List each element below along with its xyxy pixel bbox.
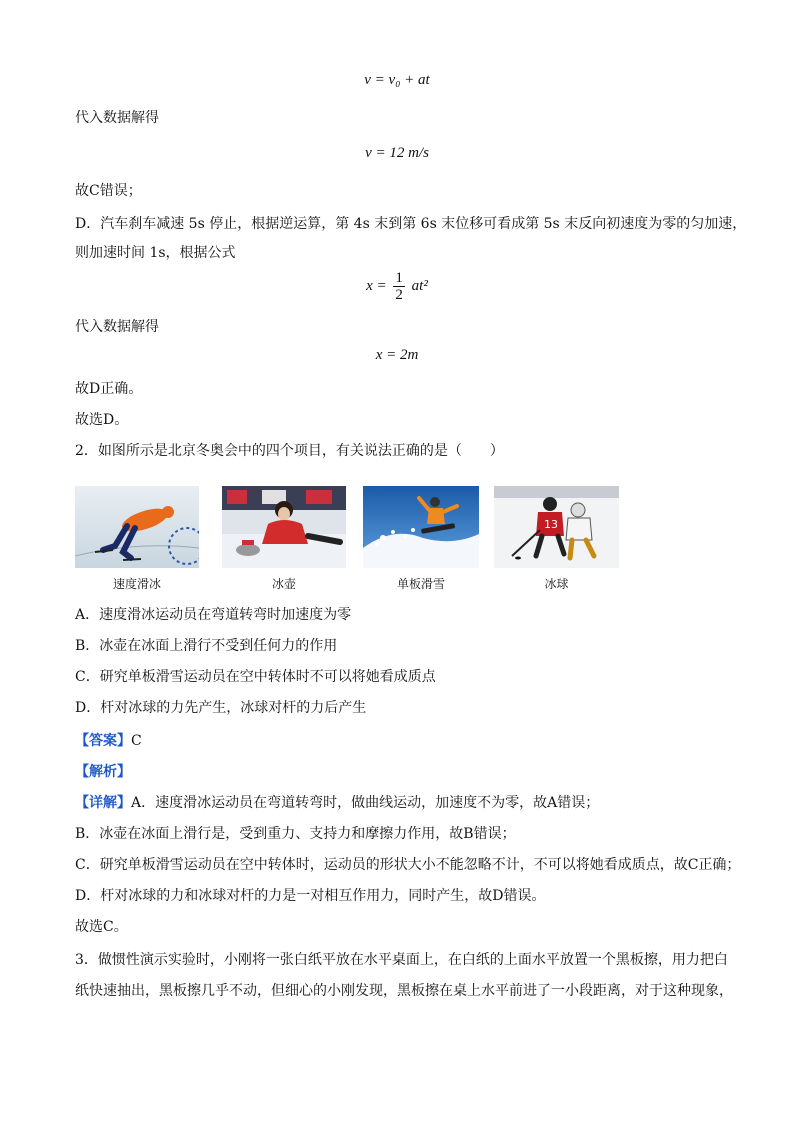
text-d-line2: 则加速时间 1s，根据公式	[75, 245, 236, 261]
text-choose-d: 故选D。	[75, 412, 129, 428]
question-2-stem: 2．如图所示是北京冬奥会中的四个项目，有关说法正确的是（ ）	[75, 443, 504, 459]
option-a: A．速度滑冰运动员在弯道转弯时加速度为零	[75, 607, 352, 623]
detail-c: C．研究单板滑雪运动员在空中转体时，运动员的形状大小不能忽略不计，不可以将她看成质点，故C正确；	[75, 857, 741, 873]
detail-b: B．冰壶在冰面上滑行是，受到重力、支持力和摩擦力作用，故B错误；	[75, 826, 516, 842]
detail-a: A．速度滑冰运动员在弯道转弯时，做曲线运动，加速度不为零，故A错误；	[131, 795, 600, 811]
answer-label: 【答案】	[75, 733, 131, 749]
fraction	[393, 270, 405, 303]
caption-snowboard: 单板滑雪	[396, 577, 445, 591]
answer-line	[75, 731, 142, 751]
text-c-wrong: 故C错误；	[75, 183, 142, 199]
formula-velocity: v = v₀ + at	[364, 72, 430, 88]
option-d: D．杆对冰球的力先产生，冰球对杆的力后产生	[75, 700, 367, 716]
fraction-numerator: 1	[395, 270, 403, 286]
detail-d: D．杆对冰球的力和冰球对杆的力是一对相互作用力，同时产生，故D错误。	[75, 888, 546, 904]
answer-value: C	[131, 733, 142, 749]
formula-velocity-result: v = 12 m/s	[365, 145, 429, 161]
text-substitute-1: 代入数据解得	[75, 110, 159, 126]
text-substitute-2: 代入数据解得	[75, 319, 159, 335]
formula-displacement-result: x = 2m	[375, 347, 419, 363]
curling-image	[222, 486, 346, 568]
question-3-line2: 纸快速抽出，黑板擦几乎不动，但细心的小刚发现，黑板擦在桌上水平前进了一小段距离，对于这种现象，	[75, 983, 733, 999]
caption-ice-hockey: 冰球	[544, 577, 569, 591]
formula-displacement	[0, 270, 794, 303]
speed-skating-image	[75, 486, 199, 568]
svg-text:13: 13	[544, 518, 558, 531]
ice-hockey-image	[494, 486, 619, 568]
caption-curling: 冰壶	[271, 577, 296, 591]
option-c: C．研究单板滑雪运动员在空中转体时不可以将她看成质点	[75, 669, 436, 685]
formula-displacement-rhs: at²	[411, 277, 428, 294]
option-b: B．冰壶在冰面上滑行不受到任何力的作用	[75, 638, 338, 654]
fraction-denominator: 2	[395, 287, 403, 303]
analysis-line	[75, 762, 131, 782]
analysis-label: 【解析】	[75, 764, 131, 780]
caption-speed-skating: 速度滑冰	[112, 577, 161, 591]
snowboard-image	[363, 486, 479, 568]
text-d-correct: 故D正确。	[75, 381, 143, 397]
detail-a-line	[75, 793, 599, 813]
text-d-line1: D．汽车刹车减速 5s 停止，根据逆运算，第 4s 末到第 6s 末位移可看成第 5s 末反向初速度为零的匀加速，	[75, 216, 747, 232]
formula-displacement-lhs: x =	[366, 277, 391, 294]
detail-label: 【详解】	[75, 795, 131, 811]
question-3-line1: 3．做惯性演示实验时，小刚将一张白纸平放在水平桌面上，在白纸的上面水平放置一个黑板擦，用力把白	[75, 952, 728, 968]
text-choose-c: 故选C。	[75, 919, 128, 935]
